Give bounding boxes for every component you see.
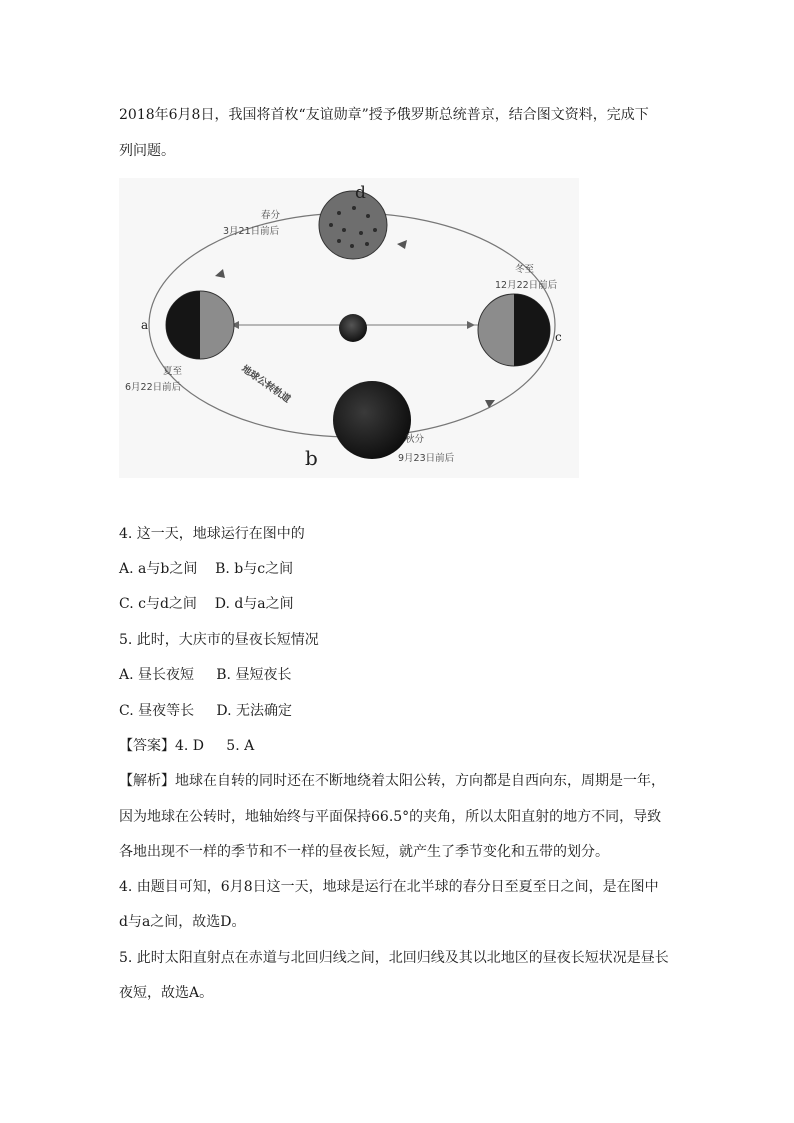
winter-name: 冬至 bbox=[515, 264, 535, 275]
q5-options-row2: C. 昼夜等长 D. 无法确定 bbox=[119, 703, 292, 719]
earth-orbit-diagram bbox=[119, 178, 579, 478]
explain4-line-2: d与a之间，故选D。 bbox=[119, 914, 246, 930]
intro-line-1: 2018年6月8日，我国将首枚“友谊勋章”授予俄罗斯总统普京，结合图文资料，完成下 bbox=[119, 107, 649, 123]
summer-date: 6月22日前后 bbox=[125, 382, 182, 393]
explain5-line-1: 5. 此时太阳直射点在赤道与北回归线之间，北回归线及其以北地区的昼夜长短状况是昼长 bbox=[119, 950, 669, 966]
analysis-line-3: 各地出现不一样的季节和不一样的昼夜长短，就产生了季节变化和五带的划分。 bbox=[119, 844, 609, 860]
q4-options-row2: C. c与d之间 D. d与a之间 bbox=[119, 596, 294, 612]
q4-options-row1: A. a与b之间 B. b与c之间 bbox=[119, 561, 294, 577]
orbit-label: 地球公转轨道 bbox=[239, 363, 293, 406]
explain5-line-2: 夜短，故选A。 bbox=[119, 985, 214, 1001]
spring-date: 3月21日前后 bbox=[223, 226, 280, 237]
label-letter-a: a bbox=[141, 318, 149, 332]
label-letter-d: d bbox=[355, 183, 366, 203]
q5-options-row1: A. 昼长夜短 B. 昼短夜长 bbox=[119, 667, 292, 683]
winter-date: 12月22日前后 bbox=[495, 280, 558, 291]
autumn-name: 秋分 bbox=[405, 434, 425, 445]
q5-stem: 5. 此时，大庆市的昼夜长短情况 bbox=[119, 632, 319, 648]
label-letter-c: c bbox=[555, 330, 562, 344]
summer-name: 夏至 bbox=[163, 366, 183, 377]
sun-icon bbox=[339, 314, 367, 342]
analysis-line-1: 【解析】地球在自转的同时还在不断地绕着太阳公转，方向都是自西向东，周期是一年， bbox=[119, 773, 665, 789]
earth-summer bbox=[166, 291, 234, 359]
earth-autumn bbox=[333, 381, 411, 459]
earth-winter bbox=[478, 294, 550, 366]
intro-line-2: 列问题。 bbox=[119, 143, 175, 159]
spring-name: 春分 bbox=[261, 210, 281, 221]
answer-line: 【答案】4. D 5. A bbox=[119, 738, 255, 754]
label-letter-b: b bbox=[305, 446, 318, 470]
explain4-line-1: 4. 由题目可知，6月8日这一天，地球是运行在北半球的春分日至夏至日之间，是在图中 bbox=[119, 879, 659, 895]
autumn-date: 9月23日前后 bbox=[398, 453, 455, 464]
analysis-line-2: 因为地球在公转时，地轴始终与平面保持66.5°的夹角，所以太阳直射的地方不同，导致 bbox=[119, 809, 662, 825]
orbit-svg bbox=[119, 178, 579, 478]
q4-stem: 4. 这一天，地球运行在图中的 bbox=[119, 526, 305, 542]
earth-spring bbox=[319, 191, 387, 259]
